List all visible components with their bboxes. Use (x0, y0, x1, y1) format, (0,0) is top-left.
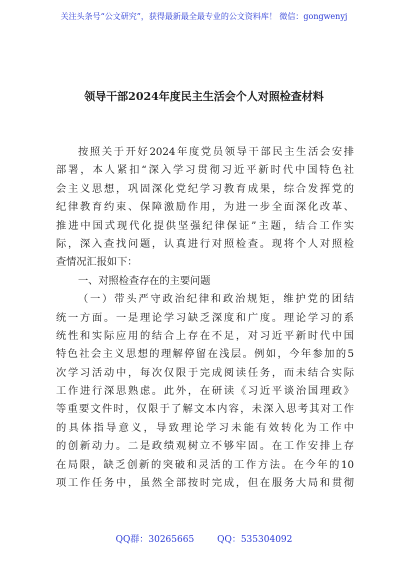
body-line: 纪律教育约束、保障激励作用，为进一步全面深化改革、 (56, 202, 354, 214)
body-line: 项工作任务中，虽然全部按时完成，但在服务大局和贯彻 (56, 478, 354, 490)
body-line: 等重要文件时，仅限于了解文本内容，未深入思考其对工作 (56, 404, 354, 416)
body-line: 按照关于开好2024年度党员领导干部民主生活会安排 (78, 147, 354, 158)
body-line: 推进中国式现代化提供坚强纪律保证”主题，结合工作实 (56, 220, 354, 232)
footer-note: QQ群：30265665 QQ：535304092 (115, 535, 293, 545)
document-body (56, 144, 354, 493)
document-title: 领导干部2024年度民主生活会个人对照检查材料 (84, 90, 324, 103)
body-line: 统性和实际应用的结合上存在不足，对习近平新时代中国 (56, 330, 354, 342)
body-line: 特色社会主义思想的理解停留在浅层。例如，今年参加的5 (56, 349, 354, 361)
body-line: 查情况汇报如下： (56, 257, 138, 269)
body-line: （一）带头严守政治纪律和政治规矩，维护党的团结 (78, 294, 354, 306)
body-line: 的创新动力。二是政绩观树立不够牢固。在工作安排上存 (56, 441, 354, 453)
body-line: 会主义思想，巩固深化党纪学习教育成果，综合发挥党的 (56, 183, 354, 195)
body-line: 工作进行深思熟虑。此外，在研读《习近平谈治国理政》 (56, 386, 354, 398)
section-heading: 一、对照检查存在的主要问题 (78, 275, 211, 287)
body-line: 在局限，缺乏创新的突破和灵活的工作方法。在今年的10 (56, 459, 354, 471)
body-line: 统一方面。一是理论学习缺乏深度和广度。理论学习的系 (56, 312, 354, 324)
body-line: 部署，本人紧扣“深入学习贯彻习近平新时代中国特色社 (56, 165, 354, 177)
header-note: 关注头条号“公文研究”，获得最新最全最专业的公文资料库！ 微信：gongwenyj (60, 12, 348, 21)
body-line: 际，深入查找问题，认真进行对照检查。现将个人对照检 (56, 238, 354, 250)
body-line: 的具体指导意义，导致理论学习未能有效转化为工作中 (56, 422, 354, 434)
body-line: 次学习活动中，每次仅限于完成阅读任务，而未结合实际 (56, 367, 354, 379)
